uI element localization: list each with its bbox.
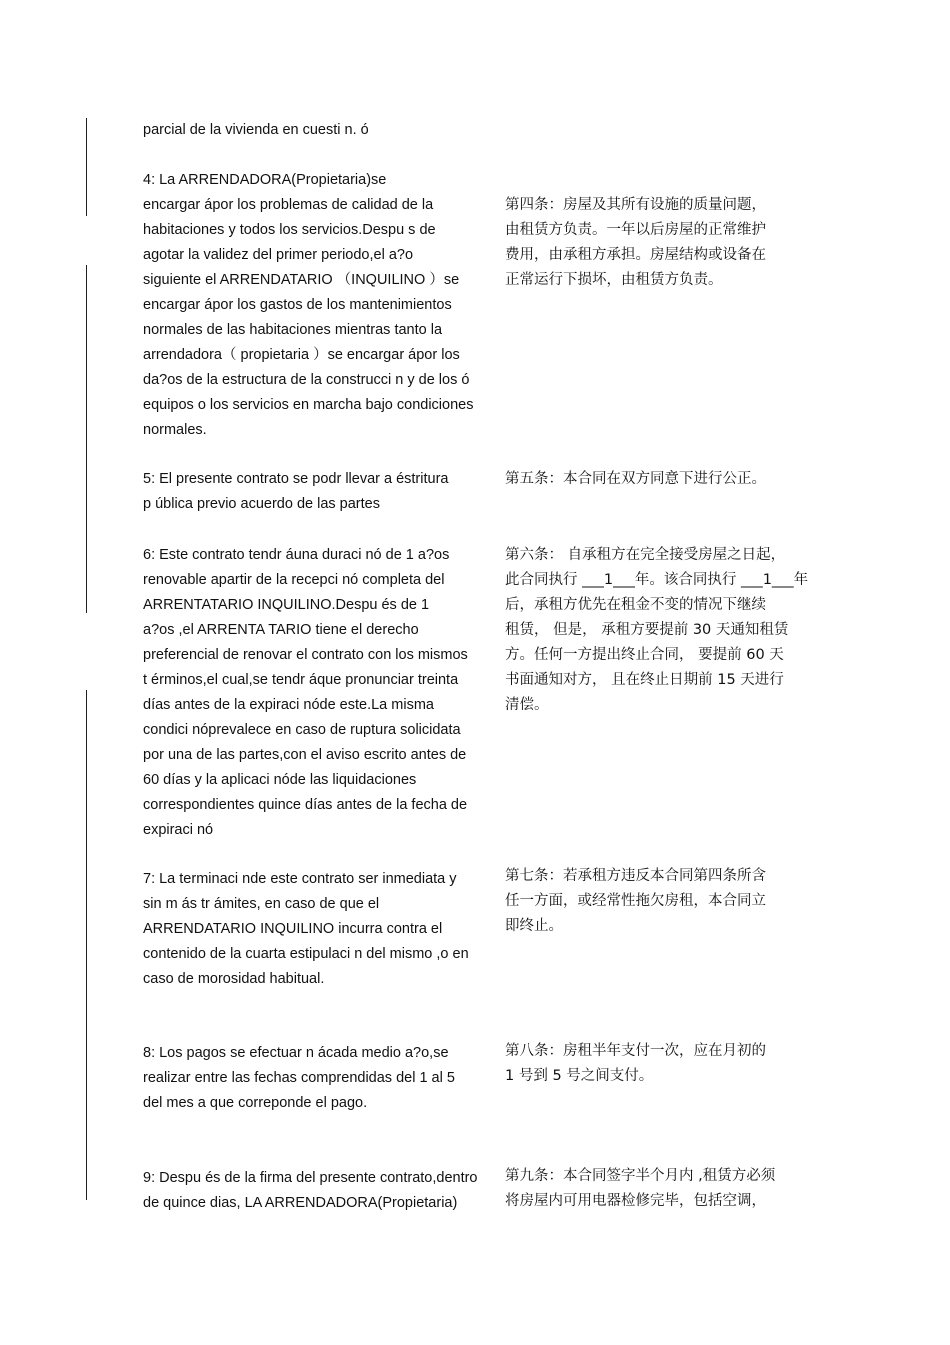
text-line: 第六条： 自承租方在完全接受房屋之日起，	[505, 547, 786, 563]
text-line: por una de las partes,con el aviso escrito antes de	[143, 747, 467, 763]
text-line: ARRENDATARIO INQUILINO incurra contra el	[143, 921, 443, 937]
text-line: 1 号到 5 号之间支付。	[505, 1068, 654, 1084]
chinese-clause-8	[505, 1039, 810, 1089]
text-line: 即终止。	[505, 918, 563, 934]
text-line: 第五条：本合同在双方同意下进行公正。	[505, 471, 766, 487]
text-line: 书面通知对方， 且在终止日期前 15 天进行	[505, 672, 784, 688]
text-line: condici nóprevalece en caso de ruptura solicidata	[143, 722, 461, 738]
chinese-clause-9	[505, 1164, 810, 1214]
text-line: 后，承租方优先在租金不变的情况下继续	[505, 597, 766, 613]
text-line: 4: La ARRENDADORA(Propietaria)se	[143, 172, 387, 188]
text-line: 7: La terminaci nde este contrato ser inmediata y	[143, 871, 457, 887]
text-line: caso de morosidad habitual.	[143, 971, 325, 987]
text-line: parcial de la vivienda en cuesti n. ó	[143, 122, 369, 138]
text-line: 此合同执行 ___1___年。该合同执行 ___1___年	[505, 572, 809, 588]
spanish-clause-4	[143, 168, 489, 443]
margin-bar	[86, 118, 87, 216]
text-line: de quince dias, LA ARRENDADORA(Propietaria)	[143, 1195, 458, 1211]
spanish-clause-6	[143, 543, 489, 843]
text-line: realizar entre las fechas comprendidas del 1 al 5	[143, 1070, 455, 1086]
text-line: t érminos,el cual,se tendr áque pronunciar treinta	[143, 672, 459, 688]
text-line: da?os de la estructura de la construcci n y de los ó	[143, 372, 470, 388]
text-line: 第九条：本合同签字半个月内 ,租赁方必须	[505, 1168, 776, 1184]
text-line: ARRENTATARIO INQUILINO.Despu és de 1	[143, 597, 430, 613]
text-line: 任一方面，或经常性拖欠房租，本合同立	[505, 893, 766, 909]
text-line: sin m ás tr ámites, en caso de que el	[143, 896, 380, 912]
text-line: a?os ,el ARRENTA TARIO tiene el derecho	[143, 622, 419, 638]
text-line: siguiente el ARRENDATARIO （INQUILINO ）se	[143, 272, 460, 288]
text-line: agotar la validez del primer periodo,el a?o	[143, 247, 414, 263]
text-line: p ública previo acuerdo de las partes	[143, 496, 380, 512]
text-line: 方。任何一方提出终止合同， 要提前 60 天	[505, 647, 784, 663]
margin-bar	[86, 690, 87, 1200]
text-line: habitaciones y todos los servicios.Despu s de	[143, 222, 436, 238]
spanish-clause-7	[143, 867, 489, 992]
text-line: encargar ápor los problemas de calidad de la	[143, 197, 434, 213]
text-line: días antes de la expiraci nóde este.La misma	[143, 697, 434, 713]
text-line: 将房屋内可用电器检修完毕，包括空调，	[505, 1193, 766, 1209]
text-line: equipos o los servicios en marcha bajo condiciones	[143, 397, 474, 413]
text-line: 6: Este contrato tendr áuna duraci nó de 1 a?os	[143, 547, 450, 563]
text-line: encargar ápor los gastos de los mantenimientos	[143, 297, 452, 313]
spanish-clause-5	[143, 467, 489, 517]
spanish-clause-8	[143, 1041, 489, 1116]
spanish-clause-9	[143, 1166, 489, 1216]
text-line: del mes a que correponde el pago.	[143, 1095, 368, 1111]
spanish-intro	[143, 118, 489, 143]
chinese-clause-5	[505, 467, 810, 492]
text-line: normales.	[143, 422, 207, 438]
text-line: correspondientes quince días antes de la fecha de	[143, 797, 468, 813]
text-line: 5: El presente contrato se podr llevar a éstritura	[143, 471, 449, 487]
text-line: 费用，由承租方承担。房屋结构或设备在	[505, 247, 766, 263]
text-line: 第八条：房租半年支付一次，应在月初的	[505, 1043, 766, 1059]
text-line: 正常运行下损坏，由租赁方负责。	[505, 272, 723, 288]
text-line: 第四条：房屋及其所有设施的质量问题，	[505, 197, 766, 213]
text-line: renovable apartir de la recepci nó completa del	[143, 572, 445, 588]
chinese-clause-7	[505, 864, 810, 939]
text-line: 清偿。	[505, 697, 549, 713]
text-line: 60 días y la aplicaci nóde las liquidaciones	[143, 772, 417, 788]
text-line: 8: Los pagos se efectuar n ácada medio a?o,se	[143, 1045, 449, 1061]
text-line: 9: Despu és de la firma del presente contrato,dentro	[143, 1170, 478, 1186]
text-line: 第七条：若承租方违反本合同第四条所含	[505, 868, 766, 884]
text-line: expiraci nó	[143, 822, 214, 838]
margin-bar	[86, 265, 87, 613]
text-line: arrendadora（ propietaria ）se encargar ápor los	[143, 347, 460, 363]
chinese-clause-4	[505, 193, 810, 293]
text-line: contenido de la cuarta estipulaci n del mismo ,o en	[143, 946, 469, 962]
chinese-clause-6	[505, 543, 810, 718]
text-line: 由租赁方负责。一年以后房屋的正常维护	[505, 222, 766, 238]
text-line: normales de las habitaciones mientras tanto la	[143, 322, 443, 338]
text-line: 租赁， 但是， 承租方要提前 30 天通知租赁	[505, 622, 789, 638]
text-line: preferencial de renovar el contrato con los mismos	[143, 647, 468, 663]
